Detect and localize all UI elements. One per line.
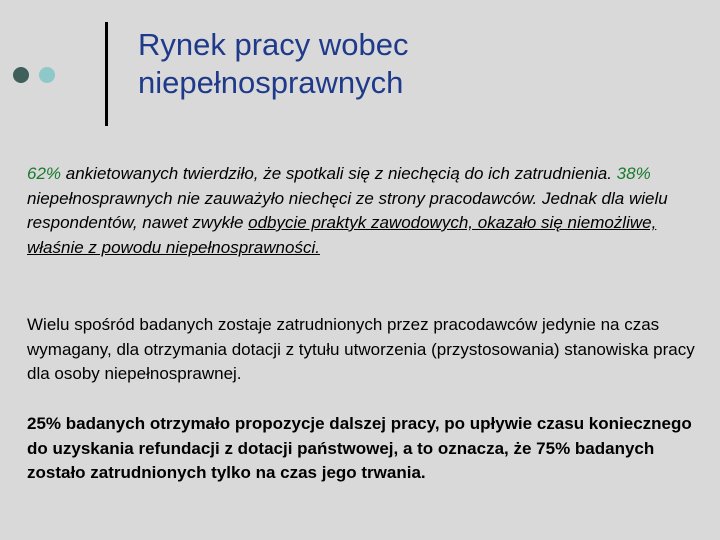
paragraph-text-2: niepełnosprawnych nie zauważyło niechęci ze strony pracodawców. Jednak dla wielu respondentów, nawet zwykłe [27,188,668,232]
underlined-text: odbycie praktyk zawodowych, okazało się niemożliwe, właśnie z powodu niepełnosprawności. [27,213,657,257]
title-divider [105,22,108,126]
paragraph-refund: 25% badanych otrzymało propozycje dalszej pracy, po upływie czasu koniecznego do uzyskania refundacji z dotacji państwowej, a to oznacza, że 75% badanych zostało zatrudnionych tylko na czas jego trwania. [27,414,692,482]
paragraph-attitudes [27,162,697,260]
paragraph-text-1: ankietowanych twierdziło, że spotkali się z niechęcią do ich zatrudnienia. [61,164,617,183]
slide-title [138,26,698,102]
paragraph-employment: Wielu spośród badanych zostaje zatrudnionych przez pracodawców jedynie na czas wymagany, dla otrzymania dotacji z tytułu utworzenia (przystosowania) stanowiska pracy dla osoby niepełnosprawnej. [27,315,695,383]
slide-title-line2: niepełnosprawnych [138,64,404,100]
decorative-dot-light [39,67,55,83]
decorative-dot-dark [13,67,29,83]
percent-62: 62% [27,164,62,183]
percent-38: 38% [616,164,651,183]
slide-title-line1: Rynek pracy wobec [138,27,409,62]
